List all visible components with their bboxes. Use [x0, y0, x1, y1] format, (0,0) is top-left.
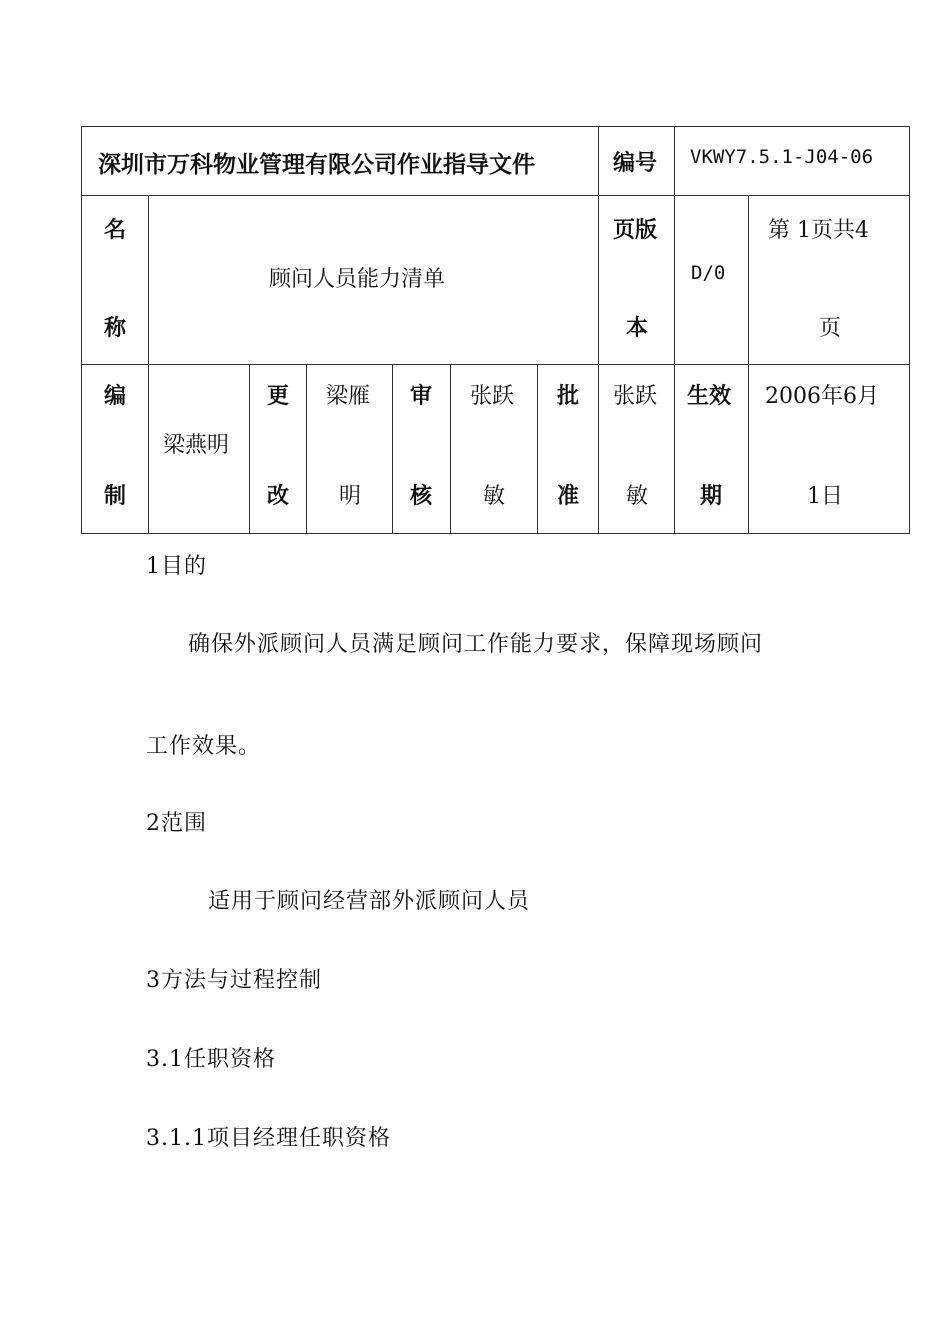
- name-label-2: 称: [104, 315, 127, 341]
- effective-label-cell: [674, 364, 749, 534]
- edition-label-2: 本: [626, 315, 649, 341]
- revised-label-1: 更: [267, 383, 290, 409]
- document-header-table: [81, 126, 910, 534]
- approved-label-2: 准: [557, 483, 580, 509]
- revised-label-cell: [249, 364, 307, 534]
- number-value-cell: [674, 126, 910, 196]
- company-title: 深圳市万科物业管理有限公司作业指导文件: [98, 151, 535, 178]
- name-value-cell: [148, 195, 599, 365]
- effective-value-cell: [748, 364, 910, 534]
- section-2-heading: 2范围: [146, 811, 207, 836]
- effective-label-2: 期: [700, 483, 723, 509]
- reviewed-label-2: 核: [410, 483, 433, 509]
- section-1-text-line-2: 工作效果。: [146, 734, 262, 759]
- compiled-label-cell: [81, 364, 149, 534]
- effective-date-1: 2006年6月: [765, 384, 879, 409]
- reviewed-label-cell: [392, 364, 451, 534]
- approved-label-1: 批: [557, 383, 580, 409]
- reviewed-value-cell: [450, 364, 538, 534]
- name-label-cell: [81, 195, 149, 365]
- page-info-2: 页: [819, 316, 842, 341]
- number-label: 编号: [613, 150, 658, 176]
- approved-label-cell: [537, 364, 599, 534]
- effective-label-1: 生效: [687, 383, 732, 409]
- revised-label-2: 改: [267, 483, 290, 509]
- compiled-label-2: 制: [104, 483, 127, 509]
- edition-value-cell: [674, 195, 749, 365]
- compiled-by: 梁燕明: [163, 433, 230, 458]
- reviewed-by-2: 敏: [483, 484, 506, 509]
- section-1-heading: 1目的: [146, 554, 207, 579]
- edition-label-1: 页版: [613, 217, 658, 243]
- name-label-1: 名: [104, 217, 127, 243]
- page-info-cell: [748, 195, 910, 365]
- company-title-cell: [81, 126, 599, 196]
- section-3-heading: 3方法与过程控制: [146, 968, 322, 993]
- revised-by-1: 梁雁: [326, 384, 371, 409]
- approved-value-cell: [598, 364, 675, 534]
- section-2-text: 适用于顾问经营部外派顾问人员: [208, 889, 531, 914]
- approved-by-1: 张跃: [613, 384, 658, 409]
- edition-label-cell: [598, 195, 675, 365]
- reviewed-label-1: 审: [410, 383, 433, 409]
- document-name: 顾问人员能力清单: [269, 267, 446, 292]
- number-label-cell: [598, 126, 675, 196]
- approved-by-2: 敏: [626, 484, 649, 509]
- effective-date-2: 1日: [807, 484, 843, 509]
- reviewed-by-1: 张跃: [470, 384, 515, 409]
- document-number: VKWY7.5.1-J04-06: [690, 146, 874, 168]
- page-info-1: 第 1页共4: [768, 218, 869, 243]
- edition-value: D/0: [691, 262, 726, 284]
- revised-value-cell: [306, 364, 393, 534]
- revised-by-2: 明: [339, 484, 362, 509]
- compiled-label-1: 编: [104, 383, 127, 409]
- section-1-text-line-1: 确保外派顾问人员满足顾问工作能力要求，保障现场顾问: [188, 632, 764, 657]
- section-3-1-heading: 3.1任职资格: [146, 1047, 276, 1072]
- compiled-value-cell: [148, 364, 250, 534]
- section-3-1-1-heading: 3.1.1项目经理任职资格: [146, 1126, 391, 1151]
